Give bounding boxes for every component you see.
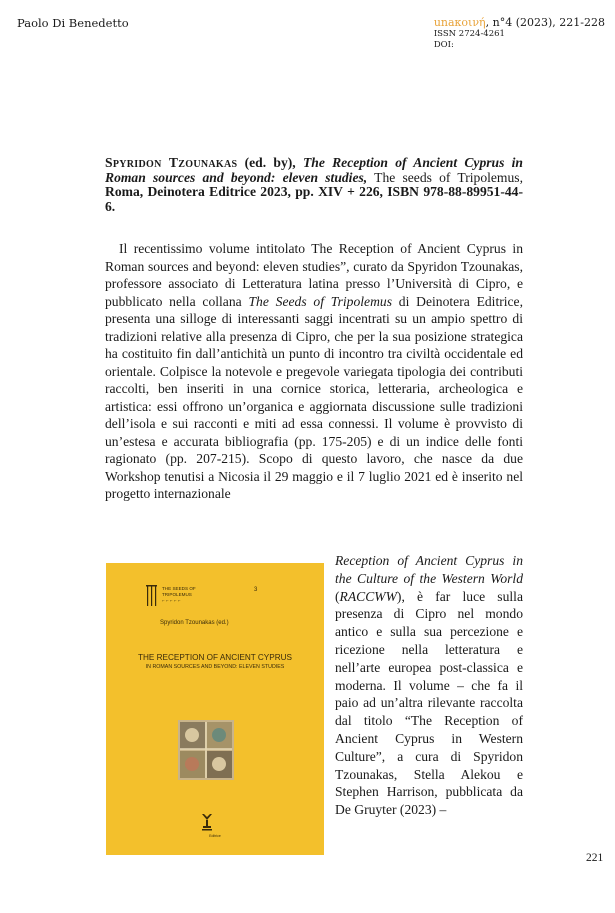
journal-citation — [434, 16, 605, 29]
journal-name-koine: κοινή — [454, 16, 486, 29]
journal-name-una: una — [433, 16, 455, 29]
cover-volume-number: 3 — [254, 587, 258, 593]
cover-series-ornament: ⌐ ⌐ ⌐ ⌐ ⌐ — [162, 598, 181, 603]
body-series-title: The Seeds of Tripolemus — [248, 293, 392, 309]
review-author: Spyridon Tzounakas — [105, 155, 238, 170]
review-series: The seeds of Tripolemus, — [374, 169, 523, 185]
review-heading — [105, 156, 523, 214]
body-paragraph — [105, 240, 523, 503]
book-cover-image — [106, 563, 324, 855]
review-book-title: The Reception of Ancient Cyprus in Roman sources and beyond: eleven studies, — [105, 155, 523, 185]
body-text-c: ), è far luce sulla presenza di Cipro nel mondo antico e sulla sua percezione e ricezione nella letteratura e nell’arte europea post-classica e moderna. Il volume – che fa il paio ad un’altra rilevante raccolta dal titolo “The Reception of Ancient Cyprus in Western Culture”, a cura di Spyridon Tzounakas, Stella Alekou e Stephen Harrison, pubblicata da De Gruyter (2023) – — [335, 588, 523, 818]
running-header-journal — [434, 16, 605, 51]
review-ed: (ed. by), — [237, 155, 296, 170]
cover-subtitle: IN ROMAN SOURCES AND BEYOND: ELEVEN STUDIES — [145, 664, 285, 670]
publisher-logo-icon — [200, 812, 214, 832]
cover-editor: Spyridon Tzounakas (ed.) — [160, 620, 229, 626]
cover-publisher: Editrice — [209, 834, 221, 838]
cover-series-line1: THE SEEDS OF — [162, 586, 196, 591]
body-text-a: Il recentissimo volume intitolato The Reception of Ancient Cyprus in Roman sources and beyond: eleven studies”, curato da Spyridon Tzounakas, professore associato di Letteratura latina presso l’Università di Cipro, e pubblicato nella collana — [105, 241, 523, 309]
cover-title: THE RECEPTION OF ANCIENT CYPRUS — [137, 653, 293, 662]
series-logo-icon — [146, 585, 158, 607]
journal-issue: , n°4 (2023), 221-228 — [485, 16, 605, 29]
paren-open: ( — [335, 588, 340, 604]
review-publisher: Roma, Deinotera Editrice 2023, pp. XIV + 226, ISBN 978-88-89951-44-6. — [105, 184, 523, 214]
cover-series — [162, 586, 196, 604]
project-title: Reception of Ancient Cyprus in the Culture of the Western World — [335, 553, 523, 586]
body-text-b: di Deinotera Editrice, presenta una silloge di interessanti saggi incentrati su un ampio spettro di tradizioni relative alla presenza di Cipro, che per la sua posizione strategica ha costituito fin dall’antichità un punto di incontro tra civiltà occidentale ed orientale. Colpisce la notevole e pregevole variegata tipologia dei contributi raccolti, ben inseriti in una cornice storica, letteraria, archeologica e artistica: essi offrono un’organica e aggiornata discussione sulle tradizioni dell’isola e sui racconti e miti ad essa connessi. Il volume è provvisto di un’estesa e accurata bibliografia (pp. 175-205) e di un indice delle fonti ragionato (pp. 207-215). Scopo di questo lavoro, che nasce da due Workshop tenutisi a Nicosia il 29 maggio e il 7 luglio 2021 ed è inserito nel progetto internazionale — [105, 293, 523, 501]
running-header-author: Paolo Di Benedetto — [17, 16, 129, 30]
mosaic-image-icon — [178, 720, 234, 780]
doi: DOI: — [433, 40, 454, 50]
project-acronym: RACCWW — [339, 588, 397, 604]
issn: ISSN 2724-4261 — [433, 29, 505, 39]
cover-series-line2: TRIPOLEMUS — [162, 592, 192, 597]
body-wrap-paragraph — [335, 552, 523, 819]
page-number: 221 — [586, 852, 604, 864]
